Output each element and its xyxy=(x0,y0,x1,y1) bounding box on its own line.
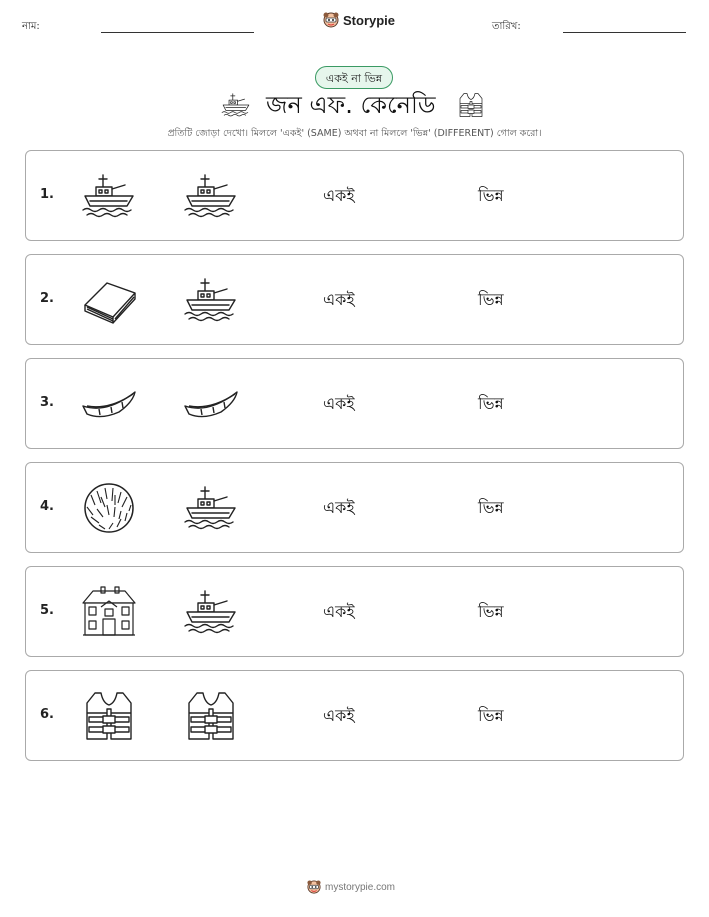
question-number: 3. xyxy=(40,395,54,410)
page-title: জন এফ. কেনেডি xyxy=(266,91,436,119)
same-option[interactable]: একই xyxy=(323,602,355,621)
same-option[interactable]: একই xyxy=(323,498,355,517)
brand-logo xyxy=(323,12,395,28)
name-label: নাম: xyxy=(22,21,40,32)
mascot-icon xyxy=(323,12,339,28)
brand-name: Storypie xyxy=(343,12,396,28)
title-row xyxy=(0,90,709,122)
ship-icon xyxy=(183,483,239,533)
coconut-icon xyxy=(81,483,137,533)
different-option[interactable]: ভিন্ন xyxy=(478,602,504,621)
canoe-icon xyxy=(183,379,239,429)
different-option[interactable]: ভিন্ন xyxy=(478,394,504,413)
ship-icon xyxy=(183,275,239,325)
mascot-icon xyxy=(307,880,321,894)
question-row-4 xyxy=(25,462,684,553)
different-option[interactable]: ভিন্ন xyxy=(478,498,504,517)
worksheet-type-badge: একই না ভিন্ন xyxy=(315,66,393,89)
house-icon xyxy=(81,587,137,637)
ship-icon xyxy=(183,587,239,637)
same-option[interactable]: একই xyxy=(323,706,355,725)
same-option[interactable]: একই xyxy=(323,394,355,413)
book-icon xyxy=(81,275,137,325)
different-option[interactable]: ভিন্ন xyxy=(478,186,504,205)
question-row-5 xyxy=(25,566,684,657)
footer xyxy=(307,880,395,894)
different-option[interactable]: ভিন্ন xyxy=(478,290,504,309)
ship-icon xyxy=(221,92,251,118)
question-row-6 xyxy=(25,670,684,761)
question-row-1 xyxy=(25,150,684,241)
ship-icon xyxy=(183,171,239,221)
same-option[interactable]: একই xyxy=(323,290,355,309)
question-row-2 xyxy=(25,254,684,345)
instructions: প্রতিটি জোড়া দেখো। মিললে 'একই' (SAME) অথবা না মিললে 'ভিন্ন' (DIFFERENT) গোল করো। xyxy=(167,128,542,139)
footer-site[interactable]: mystorypie.com xyxy=(325,881,396,893)
question-number: 5. xyxy=(40,603,54,618)
canoe-icon xyxy=(81,379,137,429)
question-number: 2. xyxy=(40,291,54,306)
life-vest-icon xyxy=(81,691,137,741)
life-vest-icon xyxy=(457,91,485,119)
same-option[interactable]: একই xyxy=(323,186,355,205)
question-row-3 xyxy=(25,358,684,449)
question-number: 6. xyxy=(40,707,54,722)
life-vest-icon xyxy=(183,691,239,741)
date-field[interactable] xyxy=(563,32,686,33)
name-field[interactable] xyxy=(101,32,254,33)
different-option[interactable]: ভিন্ন xyxy=(478,706,504,725)
question-number: 1. xyxy=(40,187,54,202)
ship-icon xyxy=(81,171,137,221)
date-label: তারিখ: xyxy=(492,21,521,32)
question-number: 4. xyxy=(40,499,54,514)
